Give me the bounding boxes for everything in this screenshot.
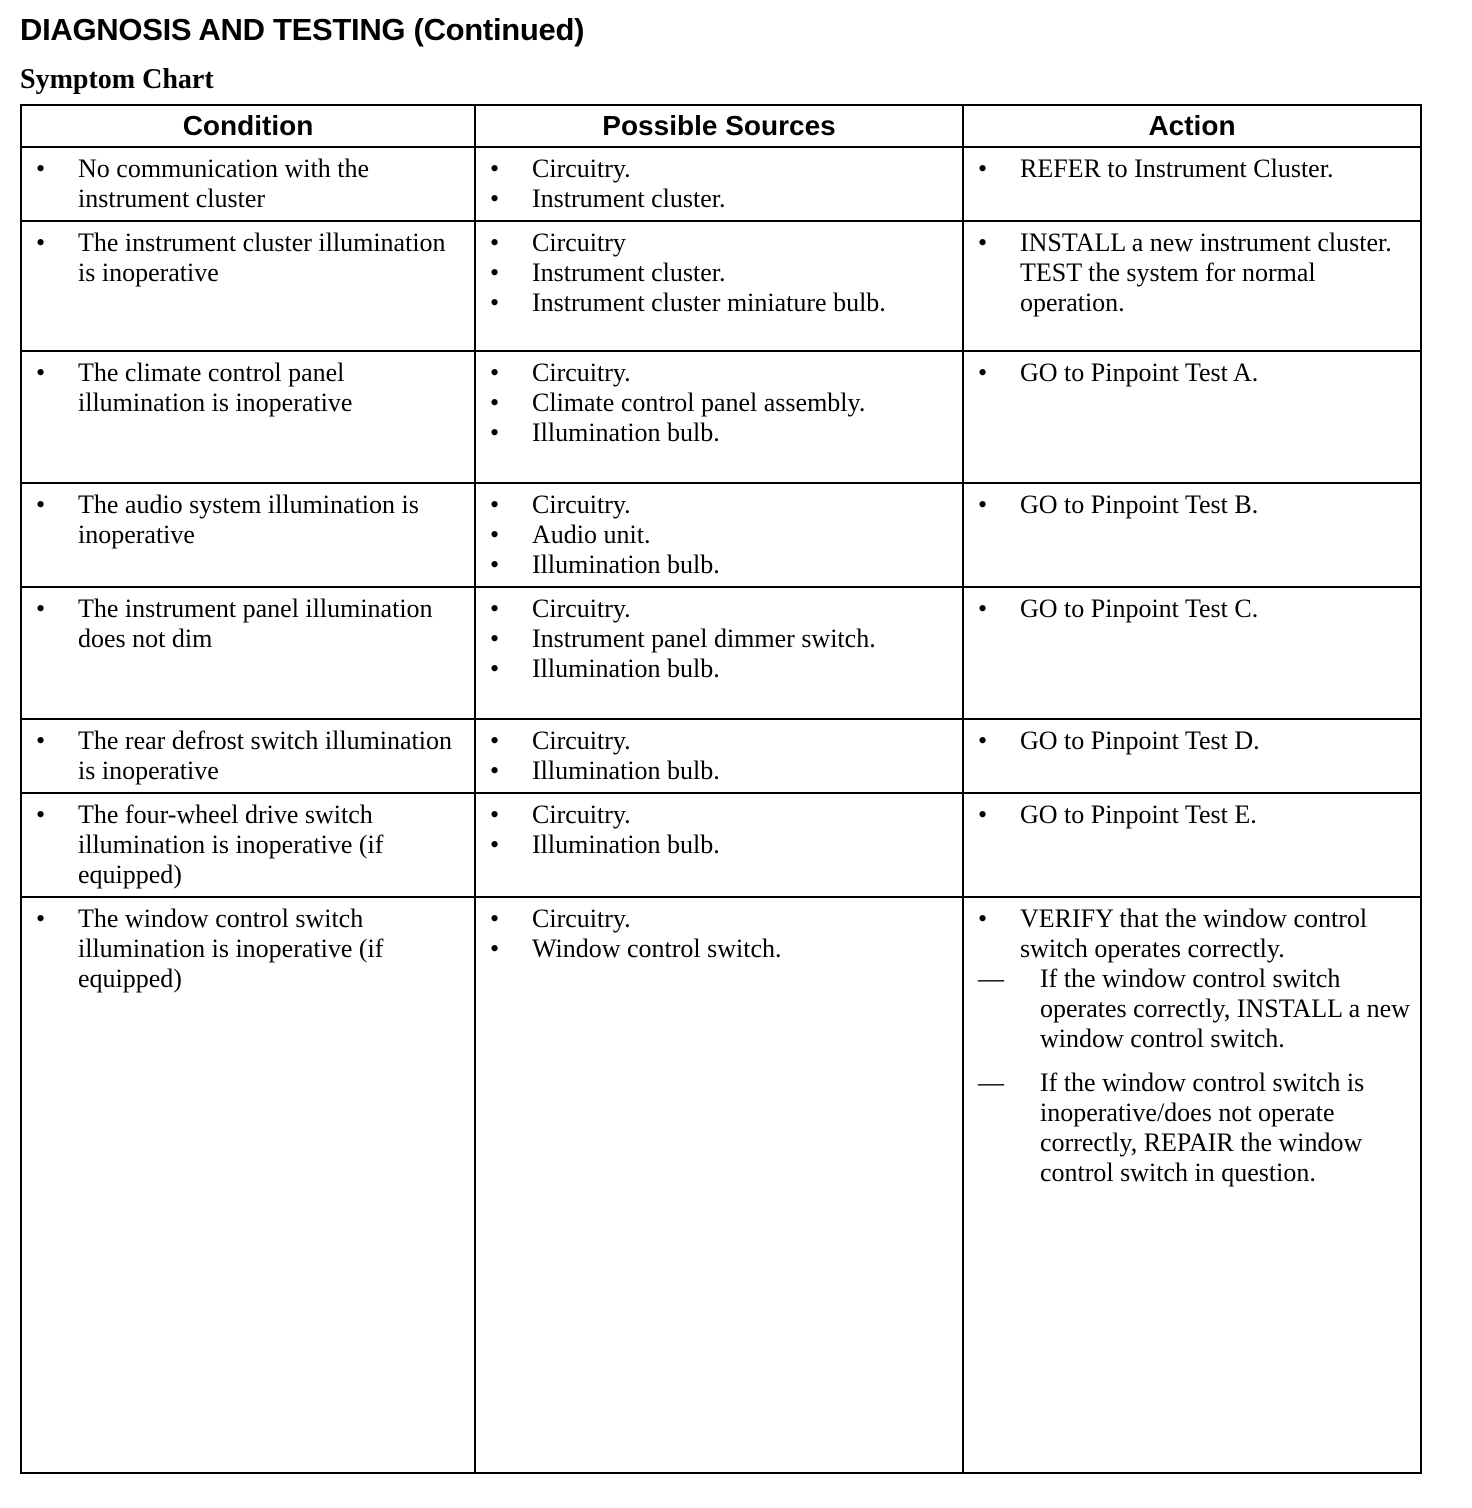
source-item: • Circuitry. (486, 490, 954, 520)
action-cell (963, 897, 1421, 1473)
source-item: • Circuitry. (486, 904, 954, 934)
condition-cell (21, 793, 475, 897)
sources-cell (475, 483, 963, 587)
source-item: • Instrument cluster. (486, 184, 954, 214)
condition-cell (21, 587, 475, 719)
condition-text: • The instrument cluster illumination is inoperative (32, 228, 466, 288)
source-item: • Instrument panel dimmer switch. (486, 624, 954, 654)
action-item: • GO to Pinpoint Test D. (974, 726, 1412, 756)
symptom-chart-table (20, 104, 1422, 1474)
table-row (21, 897, 1421, 1473)
action-subitem: — If the window control switch is inoperative/does not operate correctly, REPAIR the window control switch in question. (974, 1068, 1412, 1188)
action-item: • GO to Pinpoint Test E. (974, 800, 1412, 830)
source-item: • Circuitry. (486, 726, 954, 756)
table-row (21, 587, 1421, 719)
page-title: DIAGNOSIS AND TESTING (Continued) (20, 12, 585, 47)
table-row (21, 793, 1421, 897)
action-item (974, 228, 1412, 318)
source-item: • Instrument cluster. (486, 258, 954, 288)
source-item: • Circuitry. (486, 594, 954, 624)
condition-cell (21, 483, 475, 587)
source-item: • Window control switch. (486, 934, 954, 964)
condition-text: • The window control switch illumination is inoperative (if equipped) (32, 904, 466, 994)
condition-cell (21, 221, 475, 351)
table-header-row (21, 105, 1421, 147)
condition-text: • The four-wheel drive switch illumination is inoperative (if equipped) (32, 800, 466, 890)
source-item: • Illumination bulb. (486, 654, 954, 684)
source-item: • Illumination bulb. (486, 830, 954, 860)
source-item: • Instrument cluster miniature bulb. (486, 288, 954, 318)
source-item: • Circuitry. (486, 358, 954, 388)
sources-cell (475, 719, 963, 793)
sources-cell (475, 793, 963, 897)
action-cell (963, 351, 1421, 483)
condition-text: • The rear defrost switch illumination is inoperative (32, 726, 466, 786)
action-item: • REFER to Instrument Cluster. (974, 154, 1412, 184)
action-item (974, 904, 1412, 1188)
sources-cell (475, 351, 963, 483)
sources-cell (475, 221, 963, 351)
action-cell (963, 483, 1421, 587)
source-item: • Illumination bulb. (486, 756, 954, 786)
condition-text: • The audio system illumination is inoperative (32, 490, 466, 550)
action-cell (963, 587, 1421, 719)
source-item: • Circuitry (486, 228, 954, 258)
table-row (21, 483, 1421, 587)
condition-cell (21, 897, 475, 1473)
sources-cell (475, 147, 963, 221)
sources-cell (475, 587, 963, 719)
condition-cell (21, 147, 475, 221)
action-cell (963, 221, 1421, 351)
column-header-condition: Condition (21, 105, 475, 147)
source-item: • Circuitry. (486, 154, 954, 184)
action-cell (963, 147, 1421, 221)
action-sublist (974, 964, 1412, 1188)
sources-cell (475, 897, 963, 1473)
condition-cell (21, 351, 475, 483)
source-item: • Circuitry. (486, 800, 954, 830)
condition-cell (21, 719, 475, 793)
condition-text: • The climate control panel illumination is inoperative (32, 358, 466, 418)
action-subitem: — If the window control switch operates correctly, INSTALL a new window control switch. (974, 964, 1412, 1054)
table-row (21, 147, 1421, 221)
condition-text: • The instrument panel illumination does not dim (32, 594, 466, 654)
column-header-action: Action (963, 105, 1421, 147)
section-title: Symptom Chart (20, 64, 214, 95)
action-line: TEST the system for normal operation. (1020, 258, 1316, 317)
table-row (21, 719, 1421, 793)
table-row (21, 221, 1421, 351)
action-item: • GO to Pinpoint Test C. (974, 594, 1412, 624)
table-row (21, 351, 1421, 483)
source-item: • Climate control panel assembly. (486, 388, 954, 418)
source-item: • Audio unit. (486, 520, 954, 550)
action-line: • VERIFY that the window control switch operates correctly. (1020, 904, 1368, 963)
source-item: • Illumination bulb. (486, 418, 954, 448)
action-item: • GO to Pinpoint Test B. (974, 490, 1412, 520)
source-item: • Illumination bulb. (486, 550, 954, 580)
action-item: • GO to Pinpoint Test A. (974, 358, 1412, 388)
action-cell (963, 793, 1421, 897)
action-cell (963, 719, 1421, 793)
action-line: • INSTALL a new instrument cluster. (1020, 228, 1392, 257)
condition-text: • No communication with the instrument cluster (32, 154, 466, 214)
column-header-possible-sources: Possible Sources (475, 105, 963, 147)
